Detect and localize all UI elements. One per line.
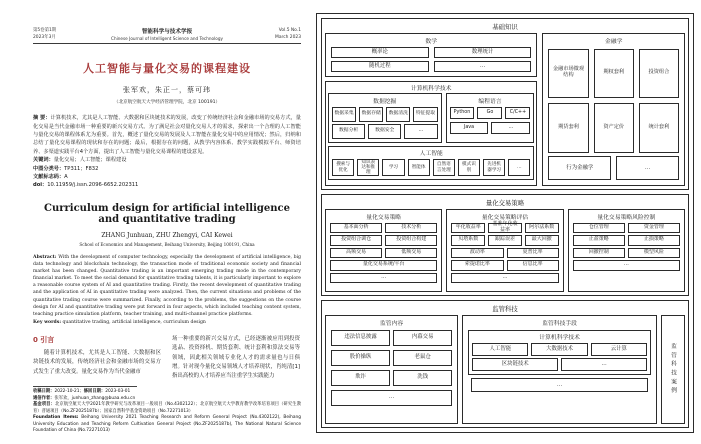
abstract-en-text: With the development of computer technology, especially the development of artificial intelligence, big data technology and blockchain technology, the transaction mode of traditional economic society and financial market has been changed. Quantitative trading is an important emerging trading mode in the contemporary financial market. To meet the social demand for quantitative trading talents, it is particularly important to explore a reasonable course system of AI and quantitative trading. Firstly, the recent development of quantitative trading and the application of AI in quantitative trading were analyzed. Then, the current situations and problems of the quantitative trading course were summarized. Finally, according to the problems, the suggestions on the course design for AI and quantitative trading were put forward in four aspects, which included teaching content system, teaching practice simulation platform, teacher training, and multi-channel practice platforms. [33,254,301,317]
course-item: 量化交易系统/平台 [330,260,437,271]
journal-name [85,27,249,41]
course-item: 回撤控制 [573,248,625,259]
journal-vol-date: March 2023 [275,35,301,41]
course-item: … [561,358,647,371]
box-strategy-eval-title: 量化交易策略评估 [481,214,529,221]
intro-paragraph-left: 随着计算机技术，尤其是人工智能、大数据和区块链技术的发展，传统经济社会和金融市场的交易方式发生了重大改变。量化交易作为当代金融市 [33,350,161,375]
course-item: 索提诺比率 [451,260,503,271]
course-item: 投资组合 [639,49,679,99]
course-item: 智能体 [408,159,430,176]
section-basic-knowledge [321,18,689,190]
course-item: 先进机器学习 [483,159,505,176]
course-item: … [491,122,530,134]
course-item: 低频交易 [385,248,437,259]
course-item: 数据清洗 [386,107,410,122]
course-item: 特征提取 [413,107,437,122]
course-item: 止损策略 [628,235,680,246]
course-item: 数据采集 [332,107,356,122]
course-item: 云计算 [591,343,647,356]
clc-label: 中图分类号： [33,165,65,172]
paper-title: 人工智能与量化交易的课程建设 [83,62,251,76]
course-item: … [434,61,532,72]
journal-issue-date: 2023年3月 [33,35,56,41]
section-regtech-title: 监管科技 [492,305,518,313]
corresponding-label: 通信作者： [33,395,55,401]
journal-header [33,27,301,44]
fund-en-text: Beihang University 2021 Teaching Research and Reform General Project (No.4302122), Beihang University Education and Teaching Reform Cultivation General Project (No.ZF2025187b), The National Natural Science Foundation of China (No.72271013) [33,415,301,434]
course-item: … [508,159,530,176]
course-item: 夏普比率 [507,248,559,259]
revised-date: 2023-03-01 [105,389,131,395]
clc-value: TP311；F832 [64,165,99,172]
course-item: 人工智能 [472,343,528,356]
journal-name-cn: 智能科学与技术学报 [141,29,193,36]
course-item: … [573,260,680,271]
course-item: Go [477,107,502,119]
section-regtech [321,300,689,428]
course-item: … [451,273,558,284]
course-item: 数据安全 [368,124,401,139]
course-item: 数据分析 [332,124,365,139]
box-regtech-means [462,315,657,424]
course-item: 投资组合构建 [385,235,437,246]
journal-name-en: Chinese Journal of Intelligent Science and Technology [111,36,223,42]
doi-value: 10.11959/j.issn.2096-6652.202311 [47,182,139,189]
course-item: … [616,156,679,180]
box-finance-title: 金融学 [604,38,623,45]
paper-affiliation: （北京航空航天大学经济管理学院，北京 100191） [113,100,221,106]
course-item: 基本面分析 [330,223,382,234]
paper-authors: 张军欢，朱正一，蔡可玮 [123,86,211,95]
journal-vol-no: Vol.5 No.1 [278,28,301,33]
box-computer-science [325,81,537,187]
course-item: 波动率 [451,248,503,259]
course-item: 资金管理 [628,223,680,234]
course-item: 洗钱 [393,370,452,386]
abstract-en-label: Abstract: [33,254,57,260]
box-regulation-content-title: 监管内容 [379,320,404,327]
box-regtech-cases-title: 监管科技案例 [669,343,676,396]
course-item: … [331,390,452,406]
course-item: 年化收益率 [451,223,485,234]
footnote-fund-en [33,415,301,434]
course-item: 区块链技术 [472,358,558,371]
paper-title-en: Curriculum design for artificial intelligence and quantitative trading [44,202,290,225]
box-risk-control [568,209,685,292]
box-regulation-content [325,315,458,424]
course-item: 内幕交易 [393,330,452,346]
course-item: 股价操纵 [331,350,390,366]
course-item: 老鼠仓 [393,350,452,366]
box-computer-science-title: 计算机科学技术 [410,86,452,92]
box-regtech-cases [661,315,685,424]
course-item: 阿尔法系数 [525,223,559,234]
box-math-title: 数学 [425,38,437,45]
doccode-value: A [64,174,68,181]
corresponding-author: 张军欢，junhuan_zhang@buaa.edu.cn [54,395,136,401]
course-item: 贝塔系数 [451,235,485,246]
box-regtech-cs-title: 计算机科学技术 [539,335,580,341]
journal-issue-volume: 第5卷第1期 [33,28,57,33]
box-ai [328,146,534,181]
course-item: 金融市场微观结构 [548,49,588,99]
course-item: 学习 [382,159,404,176]
course-item: 搜索与优化 [332,159,354,176]
course-item: C/C++ [505,107,530,119]
body-column-left [33,334,161,381]
course-item: 期权套利 [594,49,634,99]
footnote-rule [33,386,137,387]
course-item: 行为金融学 [548,156,611,180]
fund-en-label: Foundation Items: [33,415,79,421]
received-date: 2022-10-21； [54,389,84,395]
course-item: 投资组合调仓 [330,235,382,246]
course-item: 仓位管理 [573,223,625,234]
footnote-fund-cn [33,402,301,415]
course-item: 数据存储 [359,107,383,122]
course-item: 模式识别 [458,159,480,176]
box-risk-control-title: 量化交易策略风险控制 [597,214,656,221]
box-ai-title: 人工智能 [419,151,443,157]
journal-vol [249,27,301,41]
course-item: … [330,273,437,284]
box-programming-languages-title: 编程语言 [478,98,502,105]
course-item: 跟踪误差 [488,235,522,246]
doi-label: doi： [33,182,48,189]
box-data-mining [328,93,442,143]
course-item: 最大回撤 [525,235,559,246]
abstract-text: 计算机技术，尤其是人工智能、大数据和区块链技术的发展，改变了传统经济社会和金融市场的交易方式，量化交易是当代金融市场一种重要的新兴交易方式。为了满足社会对量化交易人才的需求，探索出一个合理的人工智能与量化交易的课程体系尤为重要。首先，概述了量化交易的发展及人工智能在量化交易中的应用情况；然后，归纳和总结了量化交易课程的现状和存在的问题；最后，根据存在的问题，从教学内容体系、教学实践模拟平台、师资培养、多渠道实践平台4个方面，提出了人工智能与量化交易课程的建设意见。 [33,115,301,155]
footnote-block [33,386,301,434]
abstract-label: 摘 要： [33,115,51,122]
fund-label: 基金项目： [33,402,55,408]
course-item: 数理统计 [434,47,532,58]
paper-authors-en: ZHANG Junhuan, ZHU Zhengyi, CAI Kewei [101,231,233,239]
body-columns [33,334,301,381]
course-item: 大数据技术 [531,343,587,356]
box-regtech-cs [468,330,651,376]
course-item: 信息比率 [507,260,559,271]
section-basic-knowledge-title: 基础知识 [492,23,518,31]
course-item: 期货套利 [548,103,588,153]
course-item: 资产定价 [594,103,634,153]
course-item: … [471,378,648,392]
course-item: Java [450,122,489,134]
abstract-cn [33,114,301,190]
box-math [325,33,537,77]
paper-affiliation-en: School of Economics and Management, Beihang University, Beijing 100191, China [79,241,255,247]
revised-label: 修回日期： [83,389,106,395]
box-regtech-means-title: 监管科技手段 [542,320,577,327]
abstract-en [33,254,301,326]
box-programming-languages [446,93,535,143]
figure-page [310,0,701,444]
box-strategy-title: 量化交易策略 [366,214,402,221]
fund-text: 北京航空航天大学2021年教学研究与改革项目一般项目（No.4302122）；北京航空航天大学教育教学改革培育项目（研究生教育）普通项目（No.ZF2025187b）；国家自然科学基金资助项目（No.72271013） [33,402,301,414]
course-item: 欺诈 [331,370,390,386]
box-data-mining-title: 数据挖掘 [373,98,397,105]
doccode-label: 文献标志码： [33,174,65,181]
section-heading-intro: 0 引言 [33,335,55,344]
course-item: 基准年化收益率 [488,223,522,234]
course-item: Python [450,107,475,119]
keywords-en-label: Key words: [33,319,62,325]
keywords-en-text: quantitative trading, artificial intelligence, curriculum design [62,319,206,325]
keywords-label: 关键词： [33,157,54,164]
course-item: … [404,124,437,139]
section-strategy-title: 量化交易策略 [485,199,525,207]
body-column-right [172,334,300,381]
section-strategy [321,194,689,296]
journal-issue [33,27,85,41]
course-item: 随机过程 [331,61,429,72]
box-strategy-eval [446,209,563,292]
keywords-text: 量化交易；人工智能；课程建设 [53,157,127,164]
box-finance [542,33,685,186]
course-item: 统计套利 [639,103,679,153]
course-item: 自然语言处理 [433,159,455,176]
course-item: 概率论 [331,47,429,58]
intro-paragraph-right: 场一种重要的新兴交易方式，已经逐渐被应用到投资选品、投资择机、期货套利、统计套利和算法交易等领域，因此相关领域专业化人才的需求量也与日俱增。针对现今量化交易领域人才培养现状，肖纯清[1]指出高校的人才培养应当注重学生实践能力 [172,335,300,380]
paper-page [0,0,310,444]
course-item: 违法信息披露 [331,330,390,346]
course-item: 高频交易 [330,248,382,259]
course-item: 模型风险 [628,248,680,259]
received-label: 收稿日期： [33,389,55,395]
course-item: 知识表达和推理 [357,159,379,176]
course-item: 技术分析 [385,223,437,234]
course-item: 止盈策略 [573,235,625,246]
figure-frame [316,13,694,433]
box-strategy [325,209,442,292]
